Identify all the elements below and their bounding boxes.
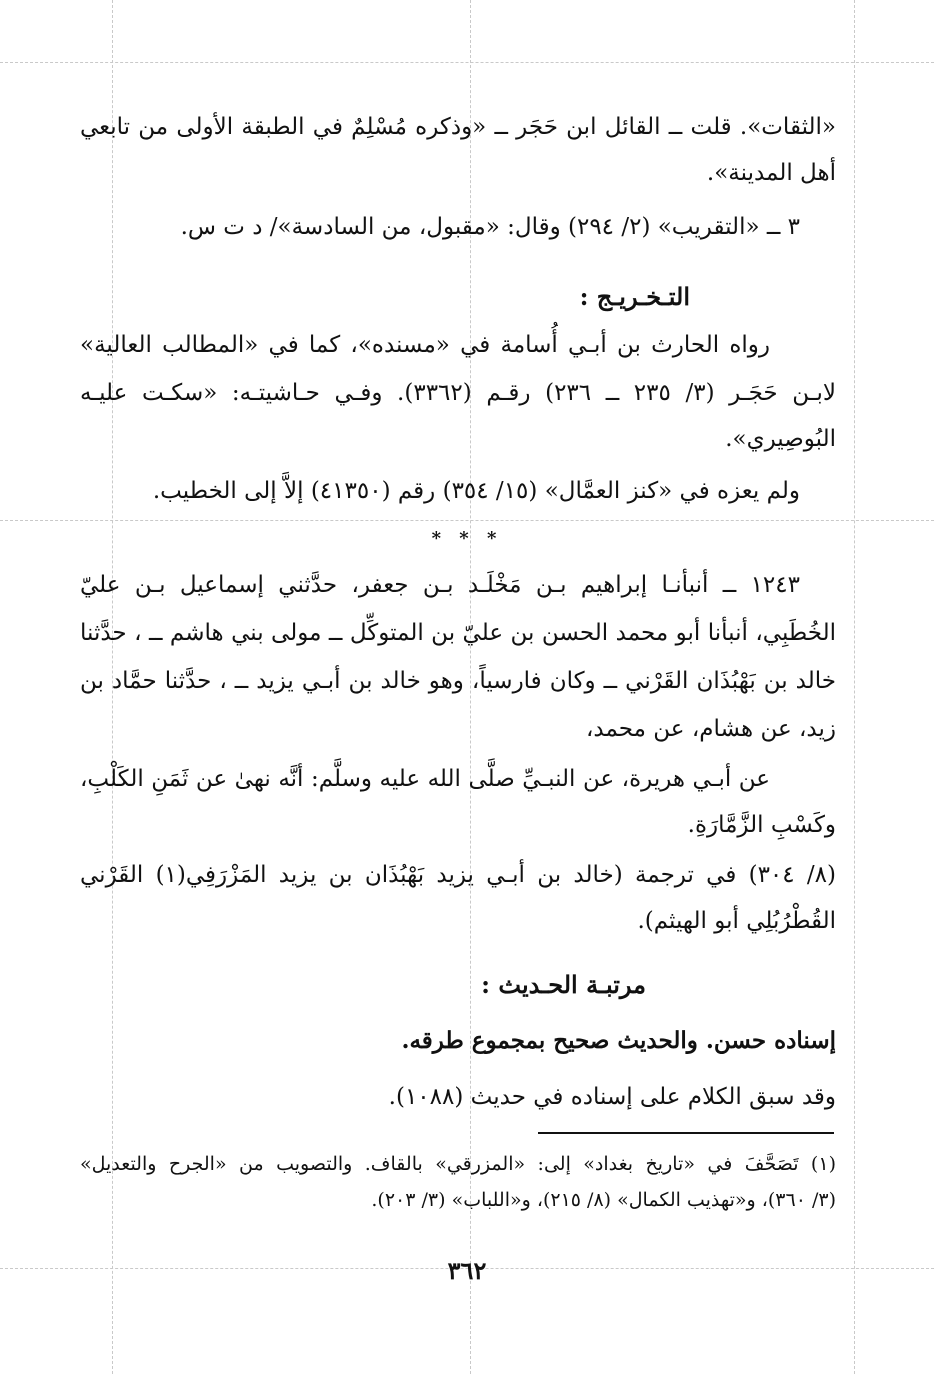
footnote-rule bbox=[538, 1132, 834, 1134]
rutba-heading: مرتبـة الحـديث : bbox=[481, 970, 646, 999]
takhrij-line: رواه الحارث بن أبـي أُسامة في «مسنده»، كما في «المطالب العالية» bbox=[80, 332, 770, 358]
body-line: أهل المدينة». bbox=[706, 160, 836, 186]
takhrij-line: ولم يعزه في «كنز العمَّال» (١٥/ ٣٥٤) رقم (٤١٣٥٠) إلاَّ إلى الخطيب. bbox=[152, 478, 800, 504]
rutba-line: وقد سبق الكلام على إسناده في حديث (١٠٨٨). bbox=[388, 1084, 836, 1110]
body-line: «الثقات». قلت ــ القائل ابن حَجَر ــ «وذكره مُسْلِمٌ في الطبقة الأولى من تابعي bbox=[80, 114, 836, 140]
takhrij-line: لابـن حَجَـر (٣/ ٢٣٥ ــ ٢٣٦) رقـم (٣٣٦٢). وفـي حـاشيتـه: «سكـت عليـه bbox=[80, 380, 837, 406]
hadith-source-line: (٨/ ٣٠٤) في ترجمة (خالد بن أبـي يزيد بَهْبُذَان بن يزيد المَزْرَفِي(١) القَرْني bbox=[80, 862, 836, 888]
hadith-source-line: القُطْرُبُلِي أبو الهيثم). bbox=[637, 908, 836, 934]
hadith-matn-line: وكَسْبِ الزَّمَّارَةِ. bbox=[687, 812, 836, 838]
hadith-line: ١٢٤٣ ــ أنبأنـا إبراهيم بـن مَخْلَـد بـن جعفر، حدَّثني إسماعيل بـن عليّ bbox=[80, 572, 800, 598]
takhrij-line: البُوصِيري». bbox=[725, 426, 836, 452]
hadith-line: زيد، عن هشام، عن محمد، bbox=[586, 716, 836, 742]
section-separator: * * * bbox=[431, 528, 503, 549]
rutba-line: إسناده حسن. والحديث صحيح بمجموع طرقه. bbox=[401, 1027, 836, 1054]
hadith-line: خالد بن بَهْبُذَان القَرْني ــ وكان فارسياً، وهو خالد بن أبـي يزيد ــ ، حدَّثنا حمَّاد بن bbox=[80, 668, 836, 694]
hadith-matn-line: عن أبـي هريرة، عن النبـيِّ صلَّى الله عليه وسلَّم: أنَّه نهىٰ عن ثَمَنِ الكَلْبِ، bbox=[80, 766, 770, 792]
scan-guide-line bbox=[0, 520, 934, 521]
hadith-line: الخُطَبِي، أنبأنا أبو محمد الحسن بن عليّ بن المتوكِّل ــ مولى بني هاشم ــ ، حدَّثنا bbox=[80, 620, 836, 646]
body-line: ٣ ــ «التقريب» (٢/ ٢٩٤) وقال: «مقبول، من السادسة»/ د ت س. bbox=[180, 214, 800, 240]
footnote-line: (٣/ ٣٦٠)، و«تهذيب الكمال» (٨/ ٢١٥)، و«اللباب» (٣/ ٢٠٣). bbox=[371, 1189, 836, 1211]
scan-guide-line bbox=[0, 62, 934, 63]
footnote-line: (١) تَصَحَّفَ في «تاريخ بغداد» إلى: «المزرقي» بالقاف. والتصويب من «الجرح والتعديل» bbox=[80, 1153, 836, 1175]
scan-guide-line bbox=[854, 0, 855, 1374]
takhrij-heading: التـخـريـج : bbox=[579, 282, 690, 311]
page-number: ٣٦٢ bbox=[447, 1256, 487, 1285]
